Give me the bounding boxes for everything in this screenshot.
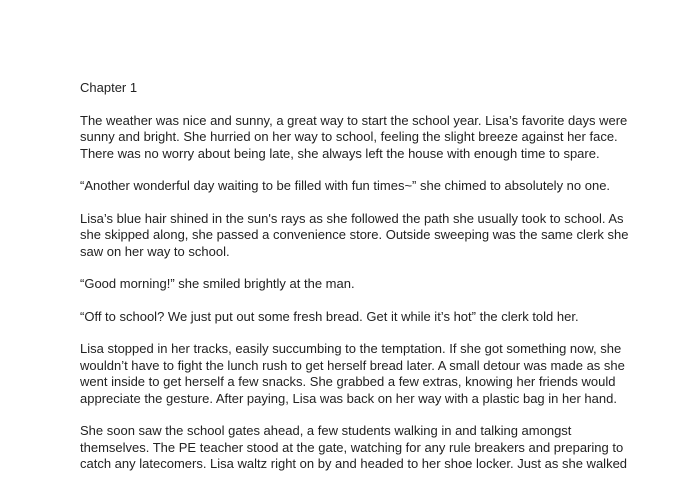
paragraph-line: Lisa’s blue hair shined in the sun's rays as she followed the path she usually took to school. As xyxy=(80,210,624,226)
paragraph-line: She soon saw the school gates ahead, a few students walking in and talking amongst xyxy=(80,423,572,438)
paragraph-line: catch any latecomers. Lisa waltz right on by and headed to her shoe locker. Just as she walked xyxy=(80,456,628,471)
chapter-title: Chapter 1 xyxy=(80,80,138,95)
paragraph-line: The weather was nice and sunny, a great way to start the school year. Lisa’s favorite days were xyxy=(80,112,628,128)
paragraph-line: she skipped along, she passed a convenience store. Outside sweeping was the same clerk she xyxy=(80,227,629,242)
paragraph xyxy=(80,309,620,326)
paragraph-line: “Another wonderful day waiting to be filled with fun times~” she chimed to absolutely no one. xyxy=(80,178,611,193)
paragraph-line: saw on her way to school. xyxy=(80,243,230,259)
paragraph-line: wouldn’t have to fight the lunch rush to get herself bread later. A small detour was made as she xyxy=(80,357,625,373)
paragraph-line: There was no worry about being late, she always left the house with enough time to spare. xyxy=(80,145,600,161)
paragraph-line: Lisa stopped in her tracks, easily succumbing to the temptation. If she got something now, she xyxy=(80,341,622,356)
paragraph-line: themselves. The PE teacher stood at the gate, watching for any rule breakers and preparing to xyxy=(80,439,624,455)
document-page xyxy=(80,80,629,489)
paragraph xyxy=(80,210,629,261)
paragraph-line: “Good morning!” she smiled brightly at the man. xyxy=(80,276,355,291)
paragraph xyxy=(80,341,625,407)
paragraph xyxy=(80,276,620,293)
paragraph-line: “Off to school? We just put out some fresh bread. Get it while it’s hot” the clerk told her. xyxy=(80,308,579,324)
paragraph xyxy=(80,423,628,473)
paragraph xyxy=(80,178,620,195)
paragraph-line: sunny and bright. She hurried on her way to school, feeling the slight breeze against her face. xyxy=(80,129,618,144)
paragraph-line: went inside to get herself a few snacks. She grabbed a few extras, knowing her friends would xyxy=(80,374,616,389)
paragraph xyxy=(80,112,628,163)
paragraph-list xyxy=(80,112,629,473)
paragraph-line: appreciate the gesture. After paying, Lisa was back on her way with a plastic bag in her hand. xyxy=(80,390,617,406)
